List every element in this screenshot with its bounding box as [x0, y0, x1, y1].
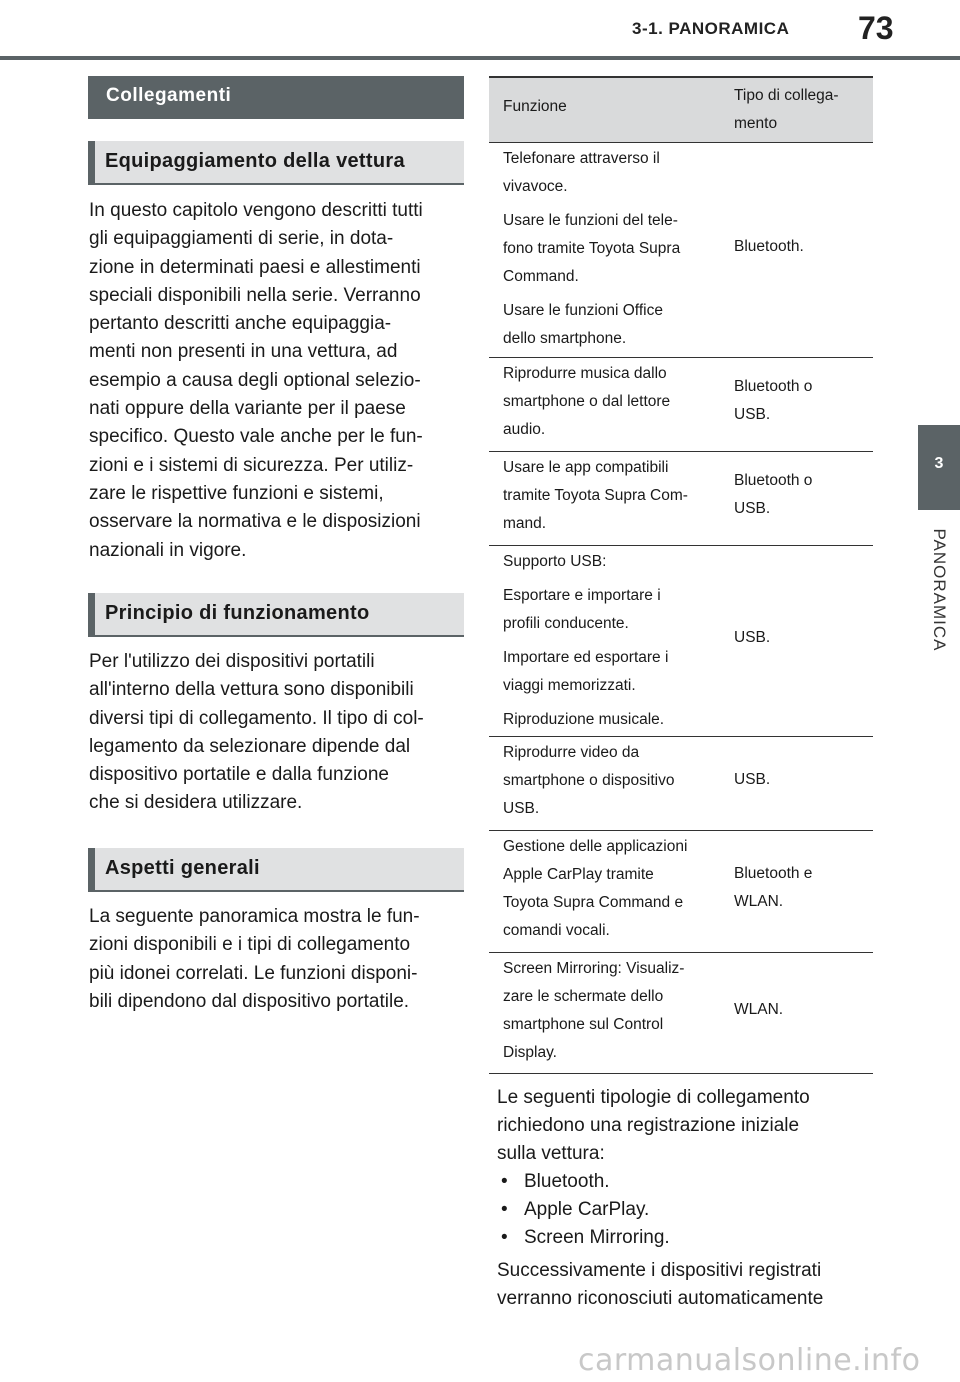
paragraph-line: pertanto descritti anche equipaggia- [89, 313, 392, 335]
cell-line: smartphone sul Control [503, 1016, 664, 1033]
function-cell [489, 953, 717, 1067]
cell-line: Display. [503, 1044, 557, 1061]
section-heading-general [88, 848, 464, 892]
paragraph-line: più idonei correlati. Le funzioni disponi- [89, 962, 418, 984]
cell-paragraph [503, 582, 717, 638]
cell-line: WLAN. [734, 1001, 784, 1018]
cell-line: Riproduzione musicale. [503, 711, 665, 728]
paragraph-line: zare le rispettive funzioni e sistemi, [89, 482, 384, 504]
paragraph-line: Successivamente i dispositivi registrati [497, 1260, 822, 1281]
header-line: mento [734, 115, 778, 132]
paragraph-line: sulla vettura: [497, 1143, 605, 1164]
cell-line: Supporto USB: [503, 553, 607, 570]
connection-type-cell [734, 860, 869, 916]
cell-line: USB. [503, 800, 540, 817]
connection-type-cell [734, 373, 869, 429]
cell-line: mand. [503, 515, 547, 532]
cell-paragraph [503, 706, 717, 734]
cell-line: Screen Mirroring: Visualiz- [503, 960, 685, 977]
section-heading-equipment [88, 141, 464, 185]
cell-line: zare le schermate dello [503, 988, 664, 1005]
registration-intro [497, 1084, 877, 1168]
section-heading-text: Equipaggiamento della vettura [105, 150, 405, 172]
cell-paragraph [503, 297, 717, 353]
paragraph-line: diversi tipi di collegamento. Il tipo di col- [89, 707, 424, 729]
function-cell [489, 143, 717, 353]
list-item: • Bluetooth. [497, 1168, 877, 1196]
column-header-function: Funzione [503, 98, 567, 115]
cell-line: Bluetooth o [734, 378, 813, 395]
paragraph-line: Le seguenti tipologie di collegamento [497, 1087, 810, 1108]
paragraph-line: In questo capitolo vengono descritti tutti [89, 200, 423, 221]
cell-line: USB. [734, 771, 771, 788]
function-cell [489, 831, 717, 945]
section-heading-text: Principio di funzionamento [105, 602, 370, 624]
function-cell [489, 452, 717, 538]
chapter-title: 3-1. PANORAMICA [632, 19, 790, 38]
chapter-tab [918, 425, 960, 510]
cell-paragraph [503, 644, 717, 700]
paragraph-line: osservare la normativa e le disposizioni [89, 511, 421, 533]
cell-line: Esportare e importare i [503, 587, 661, 604]
table-row [489, 545, 873, 736]
cell-line: Riprodurre video da [503, 744, 640, 761]
column-header-type [734, 82, 869, 138]
cell-line: vivavoce. [503, 178, 568, 195]
watermark: carmanualsonline.info [578, 1343, 921, 1378]
function-cell [489, 358, 717, 444]
table-row [489, 142, 873, 357]
cell-line: comandi vocali. [503, 922, 610, 939]
table-row [489, 357, 873, 451]
connection-type-cell [734, 233, 869, 261]
connection-type-cell [734, 996, 869, 1024]
cell-line: viaggi memorizzati. [503, 677, 636, 694]
chapter-tab-number: 3 [934, 455, 944, 472]
connection-type-cell [734, 624, 869, 652]
cell-paragraph [503, 145, 717, 201]
paragraph-line: Per l'utilizzo dei dispositivi portatili [89, 651, 375, 672]
paragraph-line: esempio a causa degli optional selezio- [89, 369, 421, 391]
paragraph-line: dispositivo portatile e dalla funzione [89, 764, 389, 786]
cell-paragraph [503, 207, 717, 291]
chapter-side-label: PANORAMICA [930, 528, 949, 652]
paragraph-line: La seguente panoramica mostra le fun- [89, 906, 420, 927]
paragraph-line: menti non presenti in una vettura, ad [89, 341, 398, 363]
cell-line: Usare le funzioni del tele- [503, 212, 678, 229]
paragraph-line: nazionali in vigore. [89, 539, 247, 561]
cell-line: Command. [503, 268, 579, 285]
principle-paragraph [89, 648, 469, 818]
cell-paragraph [503, 548, 717, 576]
cell-line: Telefonare attraverso il [503, 150, 660, 167]
registration-bullet-list [497, 1168, 877, 1252]
cell-line: Importare ed esportare i [503, 649, 669, 666]
paragraph-line: gli equipaggiamenti di serie, in dota- [89, 228, 394, 250]
cell-line: dello smartphone. [503, 330, 627, 347]
cell-line: Toyota Supra Command e [503, 894, 684, 911]
cell-line: smartphone o dal lettore [503, 393, 671, 410]
paragraph-line: zione in determinati paesi e allestimenti [89, 256, 421, 278]
list-item: • Apple CarPlay. [497, 1196, 877, 1224]
cell-line: Riprodurre musica dallo [503, 365, 667, 382]
cell-line: audio. [503, 421, 546, 438]
cell-line: WLAN. [734, 893, 784, 910]
cell-line: USB. [734, 406, 771, 423]
cell-line: Apple CarPlay tramite [503, 866, 654, 883]
paragraph-line: verranno riconosciuti automaticamente [497, 1288, 824, 1309]
paragraph-line: che si desidera utilizzare. [89, 792, 303, 814]
page-number: 73 [858, 10, 894, 46]
cell-line: Gestione delle applicazioni [503, 838, 688, 855]
paragraph-line: zioni disponibili e i tipi di collegamento [89, 934, 411, 956]
header-line: Tipo di collega- [734, 87, 839, 104]
cell-line: fono tramite Toyota Supra [503, 240, 681, 257]
table-row [489, 830, 873, 952]
cell-line: Usare le funzioni Office [503, 302, 663, 319]
table-row [489, 451, 873, 545]
section-heading-principle [88, 593, 464, 637]
paragraph-line: bili dipendono dal dispositivo portatile. [89, 990, 410, 1012]
header-divider [0, 56, 960, 60]
list-item: • Screen Mirroring. [497, 1224, 877, 1252]
cell-line: USB. [734, 500, 771, 517]
cell-line: tramite Toyota Supra Com- [503, 487, 688, 504]
main-heading [88, 76, 464, 119]
equipment-paragraph [89, 197, 469, 565]
cell-line: Usare le app compatibili [503, 459, 669, 476]
cell-line: USB. [734, 629, 771, 646]
general-paragraph [89, 903, 469, 1016]
cell-line: Bluetooth o [734, 472, 813, 489]
registration-outro [497, 1257, 877, 1313]
function-cell [489, 737, 717, 823]
section-heading-text: Aspetti generali [105, 857, 260, 879]
connection-type-cell [734, 467, 869, 523]
paragraph-line: specifico. Questo vale anche per le fun- [89, 426, 423, 448]
table-row [489, 952, 873, 1074]
table-header [489, 76, 873, 142]
table-row [489, 736, 873, 830]
cell-line: smartphone o dispositivo [503, 772, 675, 789]
connections-table [489, 76, 873, 1074]
paragraph-line: speciali disponibili nella serie. Verranno [89, 284, 421, 306]
paragraph-line: richiedono una registrazione iniziale [497, 1115, 800, 1136]
cell-line: profili conducente. [503, 615, 629, 632]
page-header [0, 0, 960, 62]
paragraph-line: legamento da selezionare dipende dal [89, 735, 411, 757]
connection-type-cell [734, 766, 869, 794]
paragraph-line: nati oppure della variante per il paese [89, 398, 406, 420]
paragraph-line: zioni e i sistemi di sicurezza. Per utiliz- [89, 454, 414, 476]
paragraph-line: all'interno della vettura sono disponibili [89, 679, 414, 701]
cell-line: Bluetooth. [734, 238, 804, 255]
main-heading-text: Collegamenti [106, 85, 232, 106]
cell-line: Bluetooth e [734, 865, 813, 882]
function-cell [489, 546, 717, 734]
